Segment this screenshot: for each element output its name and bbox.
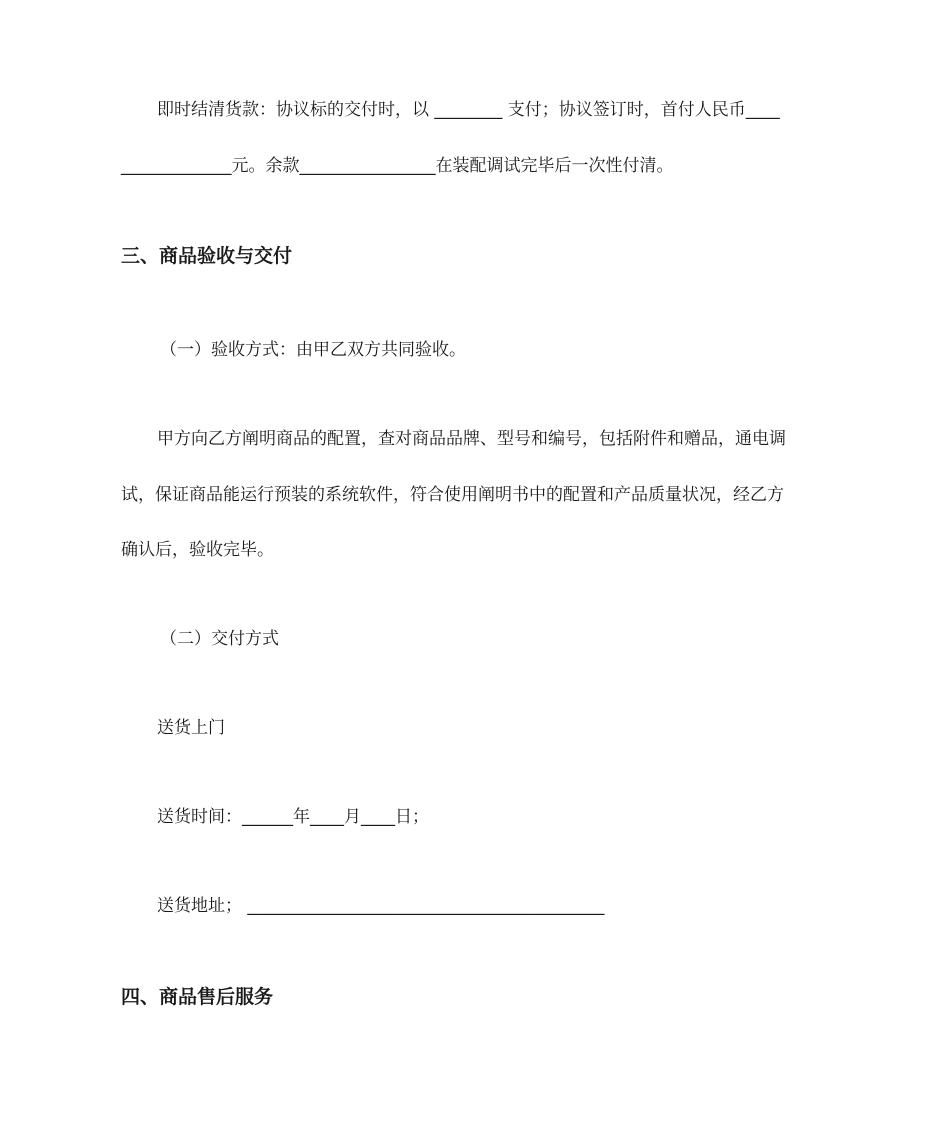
acceptance-paragraph-line-2: 试，保证商品能运行预装的系统软件，符合使用阐明书中的配置和产品质量状况，经乙方: [121, 485, 784, 505]
acceptance-paragraph-line-1: 甲方向乙方阐明商品的配置，查对商品品牌、型号和编号，包括附件和赠品，通电调: [157, 429, 786, 449]
payment-line-1: 即时结清货款：协议标的交付时，以 ________ 支付；协议签订时，首付人民币____: [157, 100, 780, 120]
acceptance-method-item: （一）验收方式：由甲乙双方共同验收。: [160, 340, 466, 360]
acceptance-paragraph-line-3: 确认后，验收完毕。: [121, 540, 274, 560]
delivery-time: 送货时间：______年____月____日；: [157, 807, 429, 827]
section-4-heading: 四、商品售后服务: [121, 986, 274, 1008]
delivery-method-item: （二）交付方式: [160, 629, 279, 649]
payment-line-2: _____________元。余款________________在装配调试完毕后一次性付清。: [121, 156, 674, 176]
delivery-address: 送货地址； __________________________________________: [157, 896, 605, 916]
section-3-heading: 三、商品验收与交付: [121, 245, 293, 267]
delivery-mode: 送货上门: [157, 718, 225, 738]
